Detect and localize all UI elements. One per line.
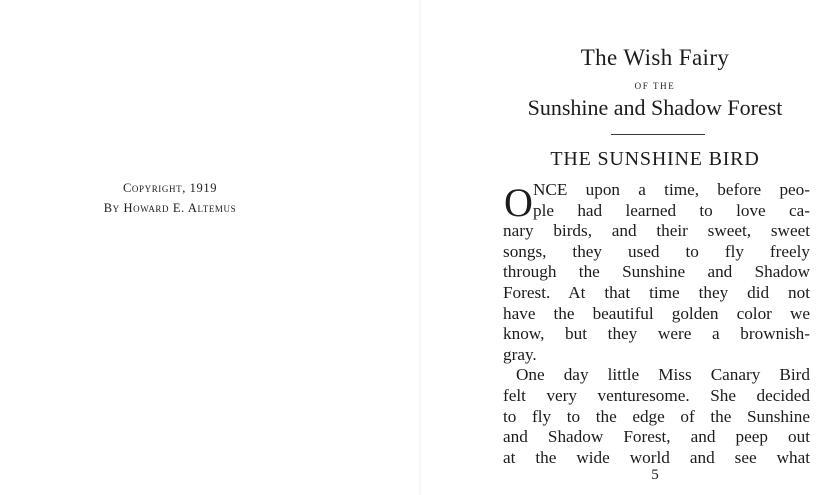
text-line: Forest. At that time they did not (503, 282, 810, 302)
text-line: NCE upon a time, before peo- (533, 180, 810, 199)
text-line: ple had learned to love ca- (533, 200, 810, 220)
text-line: know, but they were a brownish- (503, 324, 810, 344)
title-connector: OF THE (634, 81, 676, 91)
text-line: nary birds, and their sweet, sweet (503, 221, 810, 241)
text-line: at the wide world and see what (503, 447, 810, 467)
right-page (500, 0, 810, 495)
chapter-body-text (503, 180, 810, 468)
title-divider (611, 134, 705, 135)
book-title: The Wish Fairy (580, 45, 730, 70)
text-line: One day little Miss Canary Bird (516, 365, 810, 385)
text-line: through the Sunshine and Shadow (503, 262, 810, 282)
book-subtitle: Sunshine and Shadow Forest (527, 95, 783, 120)
drop-cap: O (504, 180, 533, 225)
text-line: gray. (503, 344, 537, 364)
text-line: felt very venturesome. She decided (503, 385, 810, 405)
copyright-line: Copyright, 1919 (122, 181, 218, 195)
text-line: to fly to the edge of the Sunshine (503, 406, 810, 426)
text-line: songs, they used to fly freely (503, 241, 810, 261)
text-line: and Shadow Forest, and peep out (503, 427, 810, 447)
chapter-title: THE SUNSHINE BIRD (550, 148, 760, 170)
author-line: By Howard E. Altemus (103, 201, 237, 215)
page-number: 5 (651, 467, 659, 483)
text-line: have the beautiful golden color we (503, 303, 810, 323)
page-gutter (418, 0, 422, 495)
copyright-notice (60, 178, 280, 218)
